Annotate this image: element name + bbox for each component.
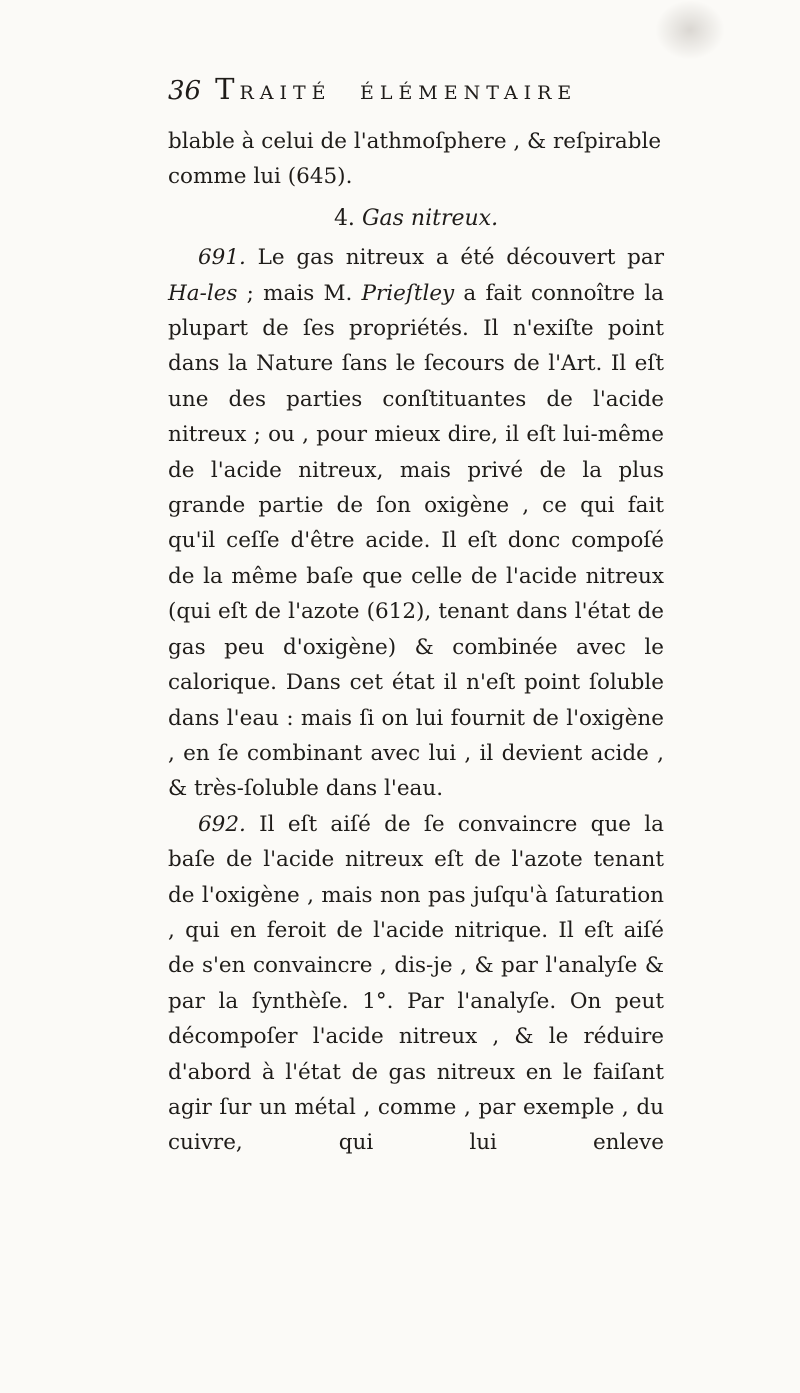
running-head [168,72,668,116]
section-name: Gas nitreux. [361,205,499,231]
paragraph-691 [168,240,664,807]
running-title-word-1: RAITÉ [239,82,332,104]
section-heading [168,201,664,236]
paragraph-text: Le gas nitreux a été découvert par [245,245,664,271]
paragraph-text: Il eſt aiſé de ſe convaincre que la baſe de l'acide nitreux eſt de l'azote tenant de l'oxigène , mais non pas juſqu'à ſaturation , qui en feroit de l'acide nitrique. Il eſt aiſé de s'en convaincre , dis-je , & par l'analyſe & par la ſynthèſe. 1°. Par l'analyſe. On peut décompoſer l'acide nitreux , & le réduire d'abord à l'état de gas nitreux en le faiſant agir ſur un métal , comme , par exemple , du cuivre, qui lui enleve [168,811,664,1156]
paragraph-number: 692. [198,811,246,837]
intro-line-1: blable à celui de l'athmoſphere , & reſpirable [168,129,662,154]
author-name: Prieſtley [361,280,455,306]
paragraph-number: 691. [198,245,246,271]
running-title [215,72,577,106]
intro-line-2: comme lui (645). [168,164,353,190]
paragraph-692 [168,807,664,1161]
paper-stain [655,0,725,60]
body-text [168,124,664,1161]
running-title-word-2: ÉLÉMENTAIRE [359,82,578,104]
paragraph-text: a fait connoître la plupart de ſes propriétés. Il n'exiſte point dans la Nature ſans le ſecours de l'Art. Il eſt une des parties conſtituantes de l'acide nitreux ; ou , pour mieux dire, il eſt lui-même de l'acide nitreux, mais privé de la plus grande partie de ſon oxigène , ce qui fait qu'il ceſſe d'être acide. Il eſt donc compoſé de la même baſe que celle de l'acide nitreux (qui eſt de l'azote (612), tenant dans l'état de gas peu d'oxigène) & combinée avec le calorique. Dans cet état il n'eſt point ſoluble dans l'eau : mais ſi on lui fournit de l'oxigène , en ſe combinant avec lui , il devient acide , & très-ſoluble dans l'eau. [168,280,664,802]
running-title-initial: T [215,72,240,106]
section-number: 4. [333,205,355,231]
author-name: Ha-les [168,280,238,306]
page-number: 36 [168,76,202,106]
paragraph-text: ; mais M. [237,280,362,306]
